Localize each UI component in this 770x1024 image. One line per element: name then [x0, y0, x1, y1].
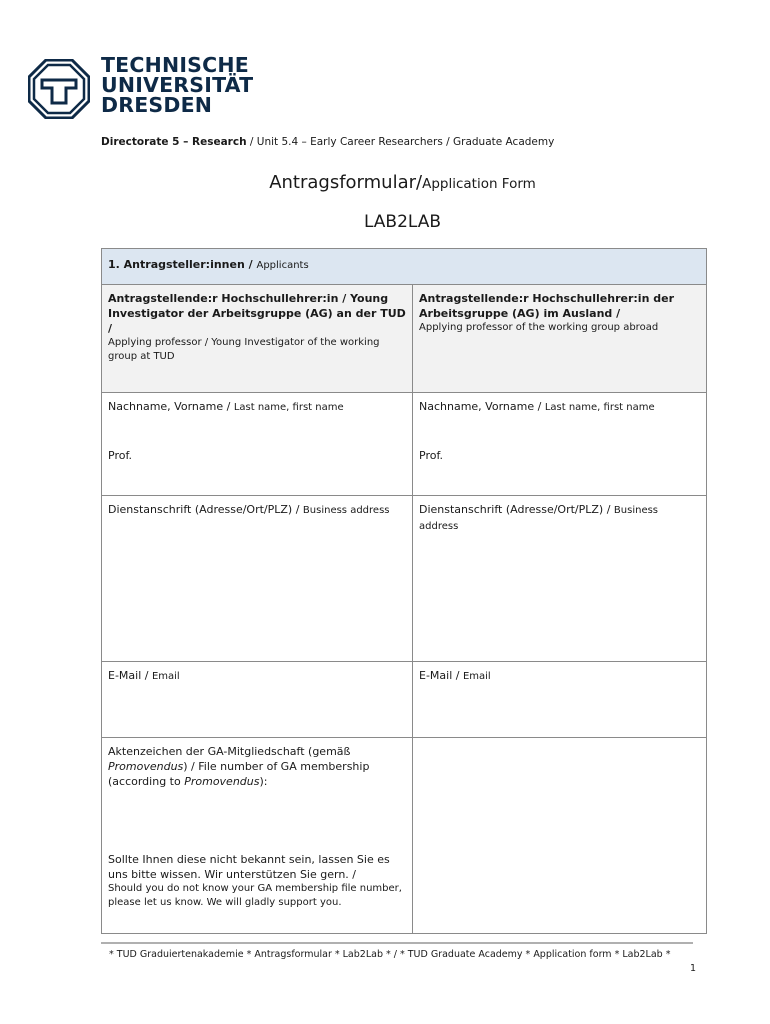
ga-membership-label: [108, 744, 406, 789]
ga-label-em-2: Promovendus: [184, 775, 260, 788]
logo-line-1: TECHNISCHE: [101, 53, 249, 77]
applicants-table: [101, 248, 707, 934]
email-label-en: Email: [151, 671, 180, 682]
column-header-abroad: [413, 285, 707, 393]
breadcrumb-rest: / Unit 5.4 – Early Career Researchers / Graduate Academy: [246, 136, 555, 148]
tud-emblem-icon: [28, 59, 90, 119]
title-main: Antragsformular/: [269, 172, 423, 193]
ga-membership-note: [108, 852, 406, 910]
column-header-tud: [102, 285, 413, 393]
address-label-de: Dienstanschrift (Adresse/Ort/PLZ) /: [419, 503, 614, 516]
ga-label-part-2: ) / File number of GA membership (according to: [108, 760, 370, 788]
ga-label-part-3: ):: [259, 775, 268, 788]
page-number: 1: [690, 963, 697, 974]
footer-divider: [101, 942, 693, 944]
logo-line-2: UNIVERSITÄT: [101, 73, 254, 97]
ga-membership-field[interactable]: [102, 738, 413, 934]
name-label: [419, 399, 700, 415]
email-label-de: E-Mail /: [108, 669, 152, 682]
section-heading-de: 1. Antragsteller:innen /: [108, 258, 257, 271]
ga-note-en: Should you do not know your GA membership file number, please let us know. We will gladly support you.: [108, 883, 402, 908]
email-label-de: E-Mail /: [419, 669, 463, 682]
address-label-en: Business address: [302, 505, 390, 516]
breadcrumb-directorate: Directorate 5 – Research: [101, 136, 247, 148]
name-label-en: Last name, first name: [233, 402, 344, 413]
program-title: LAB2LAB: [363, 212, 442, 232]
name-label: [108, 399, 406, 415]
tud-applicant-heading-en: Applying professor / Young Investigator of the working group at TUD: [108, 337, 380, 362]
section-heading-en: Applicants: [256, 260, 309, 271]
ga-label-em-1: Promovendus: [108, 760, 184, 773]
email-field-abroad[interactable]: [413, 662, 707, 738]
prof-title-tud: Prof.: [108, 449, 133, 462]
address-label-en: Business address: [419, 505, 659, 532]
logo-line-3: DRESDEN: [101, 93, 213, 117]
tud-logo: [28, 53, 254, 119]
address-field-abroad[interactable]: [413, 496, 707, 662]
address-label-de: Dienstanschrift (Adresse/Ort/PLZ) /: [108, 503, 303, 516]
section-heading: [102, 249, 707, 285]
address-field-tud[interactable]: [102, 496, 413, 662]
page-title: [0, 172, 770, 193]
footer-text: * TUD Graduiertenakademie * Antragsformular * Lab2Lab * / * TUD Graduate Academy * Application form * Lab2Lab *: [109, 949, 671, 960]
abroad-applicant-heading: Antragstellende:r Hochschullehrer:in der Arbeitsgruppe (AG) im Ausland /: [419, 292, 674, 320]
name-label-de: Nachname, Vorname /: [419, 400, 545, 413]
university-name: [101, 55, 253, 115]
name-field-abroad[interactable]: [413, 393, 707, 496]
abroad-applicant-heading-en: Applying professor of the working group abroad: [419, 322, 659, 333]
prof-title-abroad: Prof.: [419, 449, 444, 462]
name-label-de: Nachname, Vorname /: [108, 400, 234, 413]
email-field-tud[interactable]: [102, 662, 413, 738]
breadcrumb: [101, 136, 554, 148]
title-sub: Application Form: [422, 176, 536, 192]
name-field-tud[interactable]: [102, 393, 413, 496]
name-label-en: Last name, first name: [544, 402, 655, 413]
tud-applicant-heading: Antragstellende:r Hochschullehrer:in / Young Investigator der Arbeitsgruppe (AG) an der TUD /: [108, 292, 406, 335]
ga-label-part-1: Aktenzeichen der GA-Mitgliedschaft (gemäß: [108, 745, 351, 758]
ga-note-de: Sollte Ihnen diese nicht bekannt sein, lassen Sie es uns bitte wissen. Wir unterstützen Sie gern. /: [108, 853, 390, 881]
ga-membership-empty-cell: [413, 738, 707, 934]
email-label-en: Email: [462, 671, 491, 682]
